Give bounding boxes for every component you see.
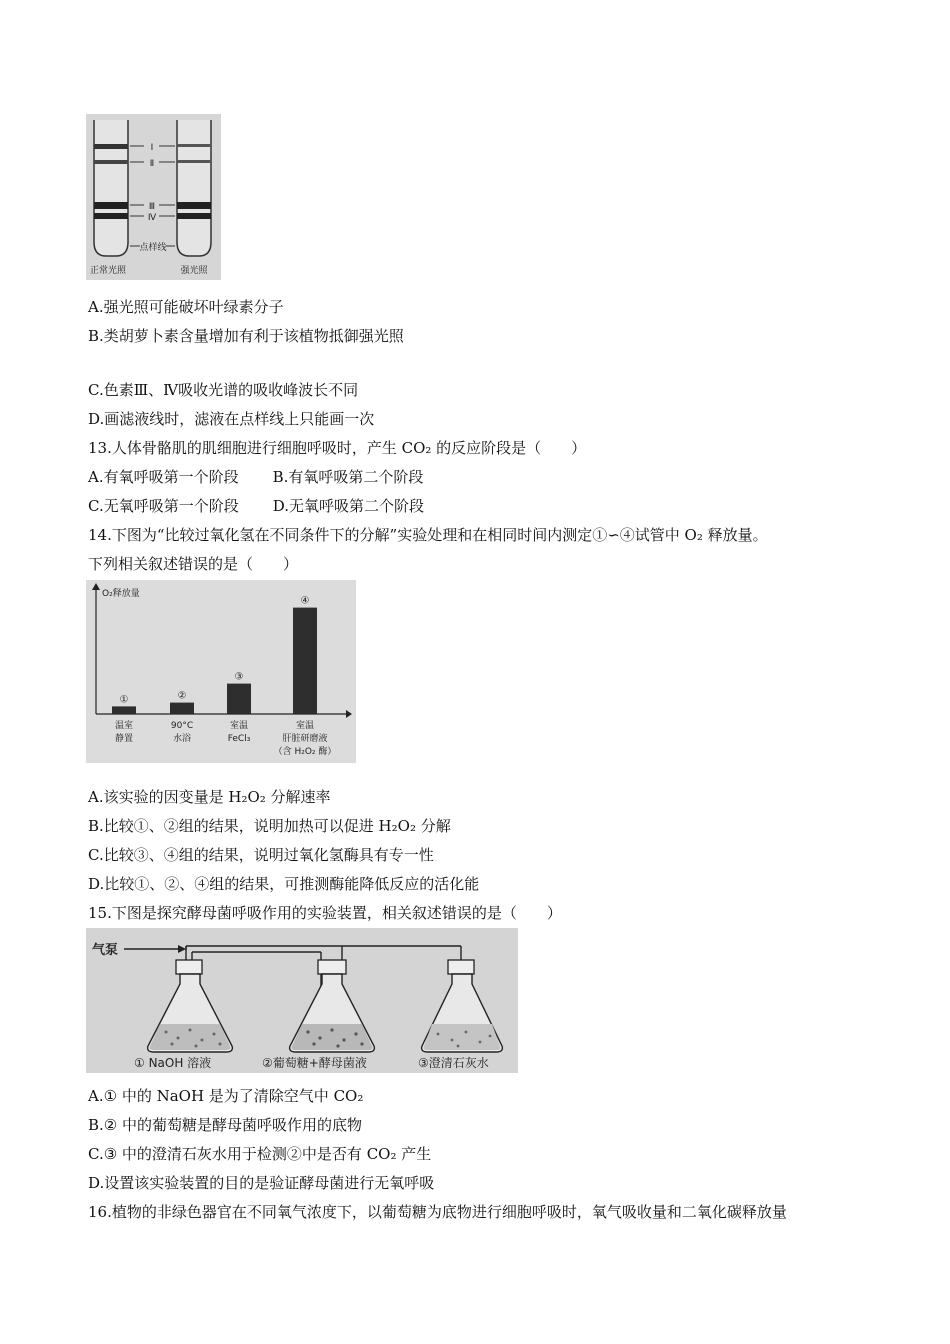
bar-4 <box>293 608 317 714</box>
q13-option-c: C.无氧呼吸第一个阶段 <box>88 497 239 515</box>
condition-label-4-2: 肝脏研磨液 <box>282 734 328 744</box>
q15-option-c: C.③ 中的澄清石灰水用于检测②中是否有 CO₂ 产生 <box>88 1145 432 1163</box>
right-tube <box>177 120 211 256</box>
right-band-3 <box>177 202 211 209</box>
condition-label-4-3: （含 H₂O₂ 酶） <box>273 747 337 757</box>
bar-label-3: ③ <box>234 671 244 683</box>
q14-stem-2: 下列相关叙述错误的是（ ） <box>88 555 299 573</box>
q13-option-a: A.有氧呼吸第一个阶段 <box>88 468 239 486</box>
right-band-4 <box>177 213 211 219</box>
right-band-1 <box>177 144 211 147</box>
q13-option-d: D.无氧呼吸第二个阶段 <box>272 497 424 515</box>
left-band-1 <box>94 144 128 149</box>
condition-label-4-1: 室温 <box>295 721 315 731</box>
q13-stem: 13.人体骨骼肌的肌细胞进行细胞呼吸时，产生 CO₂ 的反应阶段是（ ） <box>88 439 587 457</box>
condition-label-2-2: 水浴 <box>172 734 192 744</box>
bar-label-1: ① <box>119 694 129 706</box>
q15-option-a: A.① 中的 NaOH 是为了清除空气中 CO₂ <box>88 1087 364 1105</box>
band-label-4: Ⅳ <box>147 213 157 223</box>
condition-label-2-1: 90°C <box>170 721 194 731</box>
q15-option-d: D.设置该实验装置的目的是验证酵母菌进行无氧呼吸 <box>88 1174 435 1192</box>
band-label-1: Ⅰ <box>150 143 154 153</box>
bar-1 <box>112 706 136 714</box>
left-band-2 <box>94 160 128 164</box>
chromatography-figure <box>86 114 221 280</box>
flask-label-2: ②葡萄糖+酵母菌液 <box>262 1056 367 1070</box>
left-band-4 <box>94 213 128 219</box>
q13-options-row2 <box>88 496 424 516</box>
condition-label-3-1: 室温 <box>229 721 249 731</box>
bar-label-4: ④ <box>300 595 310 607</box>
q15-option-b: B.② 中的葡萄糖是酵母菌呼吸作用的底物 <box>88 1116 363 1134</box>
condition-label-3-2: FeCl₃ <box>227 734 251 744</box>
chart-y-label: O₂释放量 <box>102 589 140 599</box>
q14-option-c: C.比较③、④组的结果，说明过氧化氢酶具有专一性 <box>88 846 434 864</box>
q13-options-row1 <box>88 467 423 487</box>
o2-release-chart <box>86 580 356 763</box>
q12-option-d: D.画滤液线时，滤液在点样线上只能画一次 <box>88 410 375 428</box>
spot-line-label: 点样线 <box>139 243 167 253</box>
left-band-3 <box>94 202 128 209</box>
q16-stem: 16.植物的非绿色器官在不同氧气浓度下，以葡萄糖为底物进行细胞呼吸时，氧气吸收量和二氧化碳释放量 <box>88 1203 787 1221</box>
q14-option-b: B.比较①、②组的结果，说明加热可以促进 H₂O₂ 分解 <box>88 817 451 835</box>
q14-option-a: A.该实验的因变量是 H₂O₂ 分解速率 <box>88 788 331 806</box>
q12-option-a: A.强光照可能破坏叶绿素分子 <box>88 298 284 316</box>
q12-option-c: C.色素Ⅲ、Ⅳ吸收光谱的吸收峰波长不同 <box>88 381 359 399</box>
flask-label-3: ③澄清石灰水 <box>418 1056 489 1070</box>
band-label-3: Ⅲ <box>148 202 156 212</box>
q13-option-b: B.有氧呼吸第二个阶段 <box>272 468 424 486</box>
pump-label: 气泵 <box>92 943 119 958</box>
left-tube-label: 正常光照 <box>89 266 127 276</box>
flask-label-1: ① NaOH 溶液 <box>134 1056 212 1070</box>
yeast-apparatus-figure <box>86 928 518 1073</box>
q15-stem: 15.下图是探究酵母菌呼吸作用的实验装置，相关叙述错误的是（ ） <box>88 904 562 922</box>
q14-option-d: D.比较①、②、④组的结果，可推测酶能降低反应的活化能 <box>88 875 480 893</box>
right-band-2 <box>177 160 211 163</box>
left-tube <box>94 120 128 256</box>
condition-label-1-2: 静置 <box>114 734 134 744</box>
q14-stem-1: 14.下图为“比较过氧化氢在不同条件下的分解”实验处理和在相同时间内测定①∽④试管中 O₂ 释放量。 <box>88 526 768 544</box>
right-tube-label: 强光照 <box>180 266 208 276</box>
bar-label-2: ② <box>177 690 187 702</box>
band-label-2: Ⅱ <box>149 159 155 169</box>
bar-3 <box>227 684 251 714</box>
q12-option-b: B.类胡萝卜素含量增加有利于该植物抵御强光照 <box>88 327 404 345</box>
bar-2 <box>170 703 194 714</box>
condition-label-1-1: 温室 <box>114 721 134 731</box>
